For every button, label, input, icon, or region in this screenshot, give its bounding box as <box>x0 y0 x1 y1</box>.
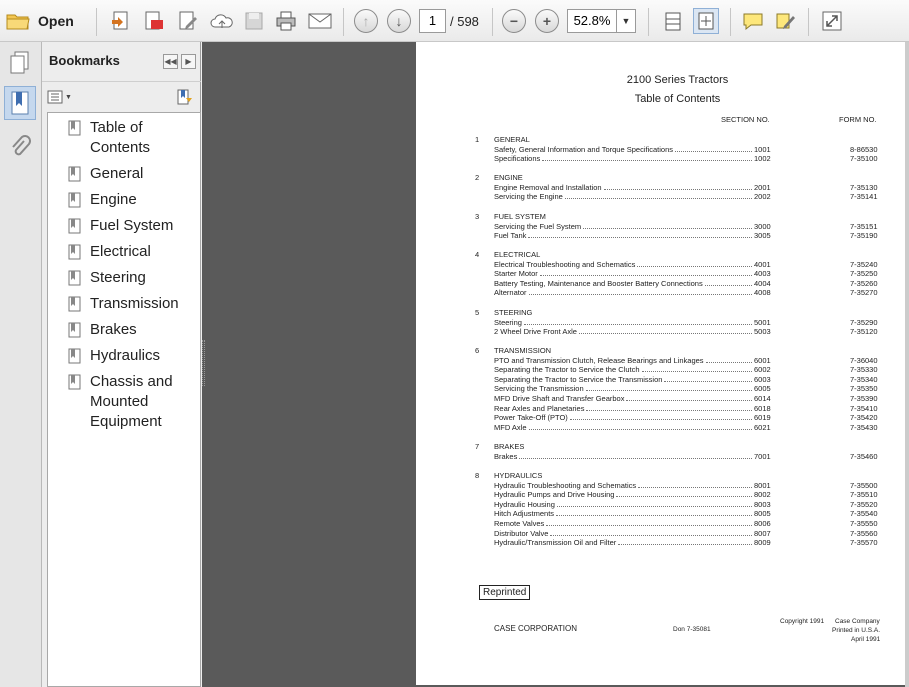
entry-title: Hydraulic Troubleshooting and Schematics <box>494 480 637 490</box>
footer-document-number: Don 7-35081 <box>673 626 711 633</box>
attachments-button[interactable] <box>4 130 36 164</box>
entry-section-number: 8007 <box>754 528 771 538</box>
toc-entry[interactable] <box>494 500 884 510</box>
next-page-button[interactable] <box>387 8 411 34</box>
bookmark-label: Brakes <box>90 321 137 338</box>
bookmark-label: Hydraulics <box>90 347 161 364</box>
entry-form-number: 7-35460 <box>850 451 878 461</box>
bookmark-label: Transmission <box>90 295 179 312</box>
bookmark-icon <box>68 218 82 234</box>
bookmark-icon <box>68 296 82 312</box>
toc-entry[interactable] <box>494 231 884 241</box>
entry-title: Brakes <box>494 451 518 461</box>
dot-leader <box>642 371 752 372</box>
entry-title: Safety, General Information and Torque Specifications <box>494 144 673 154</box>
entry-form-number: 7-35510 <box>850 490 878 500</box>
entry-title: Servicing the Fuel System <box>494 221 582 231</box>
bookmark-icon <box>68 270 82 286</box>
entry-section-number: 6001 <box>754 355 771 365</box>
entry-form-number: 7-35340 <box>850 374 878 384</box>
toc-entry[interactable] <box>494 538 884 548</box>
dot-leader <box>529 294 752 295</box>
dot-leader <box>705 285 752 286</box>
footer-company: CASE CORPORATION <box>494 624 577 633</box>
entry-title: Remote Valves <box>494 518 545 528</box>
export-pdf-icon <box>143 10 165 32</box>
zoom-out-icon: − <box>502 9 526 33</box>
toc-entry[interactable] <box>494 269 884 279</box>
create-pdf-icon <box>110 10 132 32</box>
entry-section-number: 1002 <box>754 154 771 164</box>
bookmark-item[interactable] <box>48 294 200 314</box>
page-total: / 598 <box>450 13 479 29</box>
bookmark-item[interactable] <box>48 164 200 184</box>
entry-form-number: 7-35190 <box>850 231 878 241</box>
entry-title: Starter Motor <box>494 269 538 279</box>
entry-title: Engine Removal and Installation <box>494 182 602 192</box>
bookmarks-header <box>42 42 201 82</box>
entry-title: PTO and Transmission Clutch, Release Bearings and Linkages <box>494 355 704 365</box>
entry-section-number: 7001 <box>754 451 771 461</box>
bookmark-label: Table of Contents <box>90 119 151 156</box>
bookmarks-button[interactable] <box>4 86 36 120</box>
toc-entry[interactable] <box>494 375 884 385</box>
bookmark-options-button[interactable] <box>47 90 72 104</box>
right-arrow-icon: ▶ <box>185 57 192 66</box>
fit-width-icon <box>662 10 684 32</box>
section-number: 6 <box>475 346 480 355</box>
entry-section-number: 6002 <box>754 365 771 375</box>
export-pdf-button[interactable] <box>141 8 167 34</box>
dot-leader <box>579 333 752 334</box>
toc-entry[interactable] <box>494 509 884 519</box>
page-thumbnails-button[interactable] <box>4 46 36 80</box>
entry-section-number: 6018 <box>754 403 771 413</box>
entry-section-number: 4004 <box>754 278 771 288</box>
entry-form-number: 7-35130 <box>850 182 878 192</box>
bookmark-icon <box>68 374 82 390</box>
toc-entry[interactable] <box>494 145 884 155</box>
bookmark-item[interactable] <box>48 372 200 432</box>
entry-form-number: 7-35141 <box>850 192 878 202</box>
dot-leader <box>706 362 752 363</box>
entry-section-number: 2002 <box>754 192 771 202</box>
zoom-in-button[interactable] <box>535 8 559 34</box>
dot-leader <box>540 275 752 276</box>
entry-form-number: 8-86530 <box>850 144 878 154</box>
bookmark-item[interactable] <box>48 216 200 236</box>
toc-entry[interactable] <box>494 222 884 232</box>
zoom-in-icon: + <box>535 9 559 33</box>
navigation-pane <box>0 42 42 687</box>
entry-title: Power Take-Off (PTO) <box>494 413 568 423</box>
fullscreen-icon <box>821 10 843 32</box>
document-title: 2100 Series Tractors <box>626 74 729 86</box>
zoom-dropdown[interactable] <box>617 9 636 33</box>
entry-section-number: 6021 <box>754 422 771 432</box>
bookmark-label: Steering <box>90 269 146 286</box>
toc-entry[interactable] <box>494 519 884 529</box>
sign-button[interactable] <box>773 8 799 34</box>
bookmark-icon <box>68 348 82 364</box>
entry-form-number: 7-35100 <box>850 154 878 164</box>
form-number-header: FORM NO. <box>839 115 877 124</box>
toc-entry[interactable] <box>494 327 884 337</box>
bookmark-icon <box>68 166 82 182</box>
entry-form-number: 7-35390 <box>850 393 878 403</box>
entry-form-number: 7-35520 <box>850 499 878 509</box>
sign-icon <box>775 10 797 32</box>
options-list-icon <box>47 90 63 104</box>
toc-entry[interactable] <box>494 423 884 433</box>
bookmark-icon <box>68 244 82 260</box>
section-name: BRAKES <box>494 442 525 451</box>
entry-form-number: 7-35570 <box>850 538 878 548</box>
create-pdf-button[interactable] <box>108 8 134 34</box>
entry-title: Alternator <box>494 288 527 298</box>
email-icon <box>308 12 332 30</box>
footer-copyright: Copyright 1991 <box>780 618 825 625</box>
bookmarks-panel <box>42 42 201 687</box>
fit-width-button[interactable] <box>660 8 686 34</box>
section-name: HYDRAULICS <box>494 471 543 480</box>
entry-form-number: 7-36040 <box>850 355 878 365</box>
section-number: 3 <box>475 212 480 221</box>
chevron-down-icon: ▼ <box>65 93 72 101</box>
fit-page-button[interactable] <box>693 8 719 34</box>
entry-section-number: 2001 <box>754 182 771 192</box>
entry-section-number: 8006 <box>754 518 771 528</box>
footer-printed: Printed in U.S.A. <box>832 627 881 634</box>
bookmark-label: Electrical <box>90 243 151 260</box>
dot-leader <box>519 458 752 459</box>
entry-form-number: 7-35270 <box>850 288 878 298</box>
toc-entry[interactable] <box>494 529 884 539</box>
toc-entry[interactable] <box>494 288 884 298</box>
collapse-panel-button[interactable] <box>163 54 178 69</box>
panel-menu-button[interactable] <box>181 54 196 69</box>
entry-form-number: 7-35550 <box>850 518 878 528</box>
dot-leader <box>542 160 752 161</box>
toc-entry[interactable] <box>494 394 884 404</box>
section-number: 8 <box>475 471 480 480</box>
toc-entry[interactable] <box>494 490 884 500</box>
dot-leader <box>604 189 752 190</box>
section-name: ELECTRICAL <box>494 250 541 259</box>
main-toolbar <box>0 0 909 42</box>
entry-title: Hydraulic Housing <box>494 499 555 509</box>
entry-title: Separating the Tractor to Service the Transmission <box>494 374 663 384</box>
dot-leader <box>546 525 752 526</box>
entry-section-number: 5003 <box>754 327 771 337</box>
bookmark-list <box>47 112 201 687</box>
bookmark-label: Fuel System <box>90 217 174 234</box>
entry-title: Electrical Troubleshooting and Schematics <box>494 259 636 269</box>
entry-section-number: 3005 <box>754 231 771 241</box>
entry-section-number: 3000 <box>754 221 771 231</box>
comment-icon <box>742 11 764 31</box>
dot-leader <box>524 324 752 325</box>
toc-entry[interactable] <box>494 260 884 270</box>
entry-section-number: 5001 <box>754 317 771 327</box>
toc-entry[interactable] <box>494 413 884 423</box>
open-folder-icon <box>6 11 30 31</box>
previous-page-button[interactable] <box>354 8 378 34</box>
bookmark-icon <box>68 322 82 338</box>
entry-section-number: 6014 <box>754 393 771 403</box>
dot-leader <box>626 400 752 401</box>
comment-button[interactable] <box>740 8 766 34</box>
bookmark-item[interactable] <box>48 118 200 158</box>
entry-form-number: 7-35560 <box>850 528 878 538</box>
bookmark-item[interactable] <box>48 346 200 366</box>
bookmark-expand-icon <box>176 88 194 106</box>
entry-section-number: 4003 <box>754 269 771 279</box>
toc-entry[interactable] <box>494 279 884 289</box>
print-button[interactable] <box>273 8 299 34</box>
open-button[interactable] <box>6 8 82 34</box>
entry-section-number: 4001 <box>754 259 771 269</box>
save-button[interactable] <box>242 8 266 34</box>
page-thumbnails-icon <box>8 50 32 76</box>
section-name: ENGINE <box>494 173 523 182</box>
entry-section-number: 8003 <box>754 499 771 509</box>
entry-form-number: 7-35330 <box>850 365 878 375</box>
chevron-down-icon: ▼ <box>621 16 631 26</box>
entry-form-number: 7-35540 <box>850 509 878 519</box>
entry-title: Rear Axles and Planetaries <box>494 403 585 413</box>
panel-splitter[interactable] <box>202 340 205 386</box>
page-number-input[interactable]: 1 <box>419 9 446 33</box>
entry-title: Servicing the Transmission <box>494 384 584 394</box>
dot-leader <box>586 410 752 411</box>
section-number: 4 <box>475 250 480 259</box>
paperclip-icon <box>9 134 31 160</box>
toc-entry[interactable] <box>494 318 884 328</box>
entry-form-number: 7-35260 <box>850 278 878 288</box>
entry-form-number: 7-35430 <box>850 422 878 432</box>
entry-section-number: 4008 <box>754 288 771 298</box>
entry-form-number: 7-35240 <box>850 259 878 269</box>
entry-title: MFD Axle <box>494 422 527 432</box>
section-number: 7 <box>475 442 480 451</box>
entry-title: 2 Wheel Drive Front Axle <box>494 327 577 337</box>
dot-leader <box>618 544 752 545</box>
section-name: GENERAL <box>494 135 530 144</box>
entry-section-number: 6005 <box>754 384 771 394</box>
bookmark-item[interactable] <box>48 320 200 340</box>
footer-owner: Case Company <box>835 618 880 625</box>
upload-cloud-icon <box>210 10 234 32</box>
bookmark-label: Engine <box>90 191 137 208</box>
footer-date: April 1991 <box>851 636 881 643</box>
toc-entry[interactable] <box>494 154 884 164</box>
entry-form-number: 7-35410 <box>850 403 878 413</box>
vertical-scrollbar[interactable] <box>905 42 909 687</box>
edit-pdf-icon <box>177 10 199 32</box>
next-page-icon: ↓ <box>387 9 411 33</box>
bookmark-item[interactable] <box>48 242 200 262</box>
toc-entry[interactable] <box>494 192 884 202</box>
double-left-icon: ◀◀ <box>164 57 177 66</box>
entry-title: Steering <box>494 317 522 327</box>
print-icon <box>275 10 297 32</box>
bookmarks-title: Bookmarks <box>49 53 120 68</box>
toc-entry[interactable] <box>494 481 884 491</box>
toc-entry[interactable] <box>494 365 884 375</box>
section-number-header: SECTION NO. <box>721 115 770 124</box>
bookmark-label: General <box>90 165 144 182</box>
entry-title: Separating the Tractor to Service the Clutch <box>494 365 640 375</box>
dot-leader <box>550 535 752 536</box>
open-label: Open <box>38 13 74 29</box>
dot-leader <box>583 228 752 229</box>
fit-page-icon <box>696 11 716 31</box>
zoom-input[interactable]: 52.8% <box>567 9 617 33</box>
entry-form-number: 7-35290 <box>850 317 878 327</box>
entry-title: Hydraulic/Transmission Oil and Filter <box>494 538 617 548</box>
entry-form-number: 7-35250 <box>850 269 878 279</box>
email-button[interactable] <box>307 8 333 34</box>
reprinted-stamp: Reprinted <box>479 585 530 600</box>
entry-form-number: 7-35120 <box>850 327 878 337</box>
entry-title: Battery Testing, Maintenance and Booster Battery Connections <box>494 278 703 288</box>
previous-page-icon: ↑ <box>354 9 378 33</box>
expand-bookmark-button[interactable] <box>176 88 194 111</box>
dot-leader <box>528 237 752 238</box>
section-number: 2 <box>475 173 480 182</box>
toc-entry[interactable] <box>494 384 884 394</box>
entry-form-number: 7-35350 <box>850 384 878 394</box>
toc-entry[interactable] <box>494 356 884 366</box>
entry-section-number: 8001 <box>754 480 771 490</box>
dot-leader <box>637 266 752 267</box>
entry-section-number: 1001 <box>754 144 771 154</box>
bookmark-item[interactable] <box>48 268 200 288</box>
zoom-out-button[interactable] <box>502 8 526 34</box>
toc-entry[interactable] <box>494 183 884 193</box>
dot-leader <box>638 487 752 488</box>
dot-leader <box>529 429 752 430</box>
toc-entry[interactable] <box>494 404 884 414</box>
dot-leader <box>616 496 752 497</box>
bookmark-ribbon-icon <box>9 89 31 117</box>
dot-leader <box>556 515 752 516</box>
entry-title: Fuel Tank <box>494 231 527 241</box>
section-name: FUEL SYSTEM <box>494 212 546 221</box>
entry-section-number: 6019 <box>754 413 771 423</box>
bookmarks-toolbar <box>42 83 201 113</box>
bookmark-label: Chassis and Mounted Equipment <box>90 373 173 430</box>
section-number: 1 <box>475 135 480 144</box>
pdf-page <box>416 42 909 685</box>
entry-section-number: 8009 <box>754 538 771 548</box>
entry-form-number: 7-35151 <box>850 221 878 231</box>
entry-section-number: 6003 <box>754 374 771 384</box>
dot-leader <box>675 151 752 152</box>
dot-leader <box>557 506 752 507</box>
entry-form-number: 7-35500 <box>850 480 878 490</box>
entry-title: Servicing the Engine <box>494 192 563 202</box>
dot-leader <box>586 390 752 391</box>
dot-leader <box>664 381 752 382</box>
bookmark-item[interactable] <box>48 190 200 210</box>
entry-form-number: 7-35420 <box>850 413 878 423</box>
entry-section-number: 8002 <box>754 490 771 500</box>
toc-entry[interactable] <box>494 452 884 462</box>
section-name: TRANSMISSION <box>494 346 552 355</box>
entry-title: Hydraulic Pumps and Drive Housing <box>494 490 615 500</box>
bookmark-icon <box>68 192 82 208</box>
dot-leader <box>570 419 752 420</box>
entry-title: Specifications <box>494 154 541 164</box>
section-number: 5 <box>475 308 480 317</box>
entry-section-number: 8005 <box>754 509 771 519</box>
document-subtitle: Table of Contents <box>634 93 721 105</box>
save-icon <box>244 11 264 31</box>
bookmark-icon <box>68 120 82 136</box>
fullscreen-button[interactable] <box>819 8 845 34</box>
dot-leader <box>565 198 752 199</box>
entry-title: Distributor Valve <box>494 528 549 538</box>
entry-title: Hitch Adjustments <box>494 509 555 519</box>
section-name: STEERING <box>494 308 533 317</box>
entry-title: MFD Drive Shaft and Transfer Gearbox <box>494 393 625 403</box>
edit-pdf-button[interactable] <box>175 8 201 34</box>
upload-cloud-button[interactable] <box>208 8 236 34</box>
